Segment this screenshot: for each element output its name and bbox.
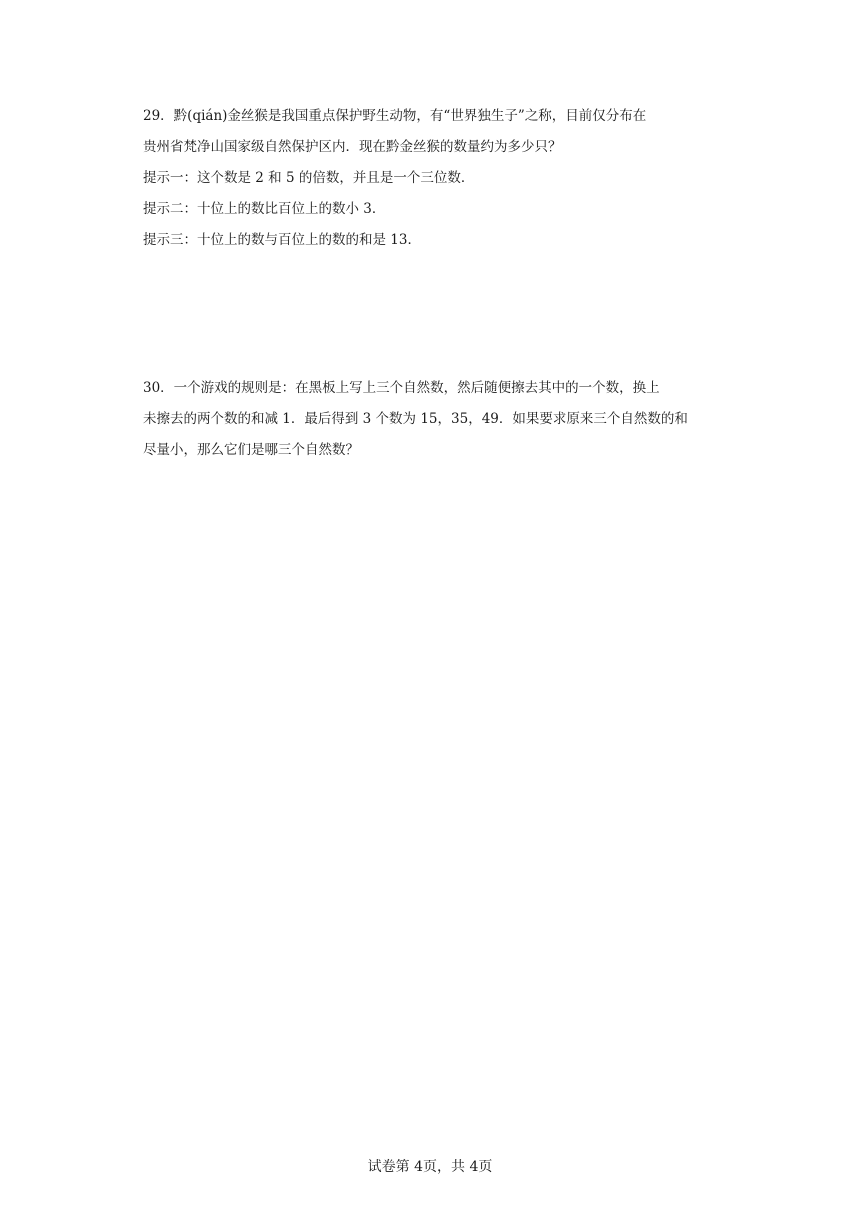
question-30 — [143, 373, 723, 466]
hint-3: 提示三：十位上的数与百位上的数的和是 13． — [143, 232, 421, 248]
question-text-line: 未擦去的两个数的和减 1．最后得到 3 个数为 15，35，49．如果要求原来三个自然数的和 — [143, 411, 688, 427]
question-29 — [143, 101, 723, 256]
hint-list — [143, 163, 723, 256]
question-text-line: 尽量小，那么它们是哪三个自然数？ — [143, 442, 359, 458]
question-text-line: 30．一个游戏的规则是：在黑板上写上三个自然数，然后随便擦去其中的一个数，换上 — [143, 380, 660, 396]
hint-1: 提示一：这个数是 2 和 5 的倍数，并且是一个三位数． — [143, 170, 475, 186]
hint-2: 提示二：十位上的数比百位上的数小 3． — [143, 201, 386, 217]
question-text-line: 贵州省梵净山国家级自然保护区内．现在黔金丝猴的数量约为多少只？ — [143, 139, 562, 155]
page-footer: 试卷第 4页，共 4页 — [367, 1159, 493, 1175]
question-text-line: 29．黔(qián)金丝猴是我国重点保护野生动物，有“世界独生子”之称，目前仅分布在 — [143, 108, 647, 124]
